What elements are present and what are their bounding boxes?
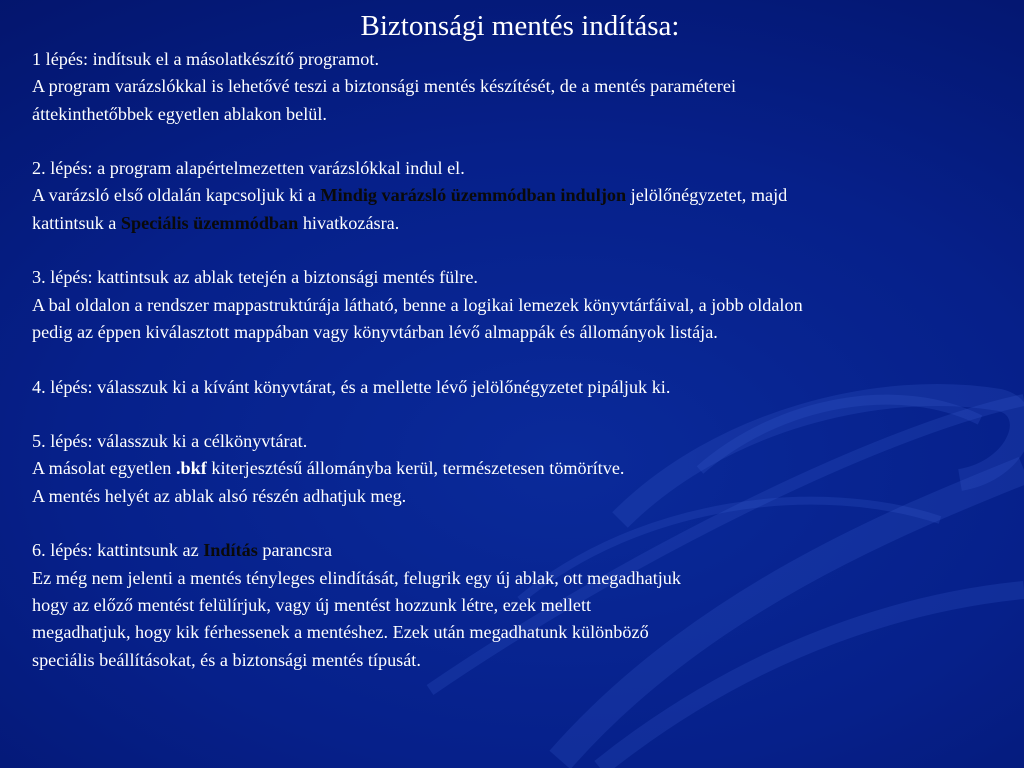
step2-line1-text: A varázsló első oldalán kapcsoljuk ki a	[32, 185, 321, 206]
step3-line2: pedig az éppen kiválasztott mappában vagy könyvtárban lévő almappák és állományok listája.	[32, 321, 718, 342]
step2-line2	[32, 210, 1012, 237]
step2-highlight-advanced-mode: Speciális üzemmódban	[120, 212, 299, 233]
step6-heading	[32, 537, 1012, 564]
step3-heading: 3. lépés: kattintsuk az ablak tetején a biztonsági mentés fülre.	[32, 267, 478, 288]
step5-heading: 5. lépés: válasszuk ki a célkönyvtárat.	[32, 431, 308, 452]
step2-line1-tail: jelölőnégyzetet, majd	[626, 185, 788, 206]
spacer	[32, 510, 1012, 537]
step5-line1	[32, 455, 1012, 482]
step6-heading-text: 6. lépés: kattintsunk az	[32, 540, 204, 561]
step6-line4: speciális beállításokat, és a biztonsági mentés típusát.	[32, 649, 421, 670]
step1-line2: áttekinthetőbbek egyetlen ablakon belül.	[32, 103, 327, 124]
step2-line1	[32, 182, 1012, 209]
step5-bkf-extension: .bkf	[175, 458, 207, 479]
step4-heading: 4. lépés: válasszuk ki a kívánt könyvtárat, és a mellette lévő jelölőnégyzetet pipáljuk ki.	[32, 376, 671, 397]
step5-line1-tail: kiterjesztésű állományba kerül, természetesen tömörítve.	[206, 458, 625, 479]
step5-line2: A mentés helyét az ablak alsó részén adhatjuk meg.	[32, 485, 407, 506]
spacer	[32, 346, 1012, 373]
step6-line3: megadhatjuk, hogy kik férhessenek a mentéshez. Ezek után megadhatunk különböző	[32, 622, 649, 643]
step1-heading: 1 lépés: indítsuk el a másolatkészítő programot.	[32, 49, 380, 69]
step6-highlight-start: Indítás	[203, 540, 258, 561]
step5-line1-text: A másolat egyetlen	[32, 458, 176, 479]
step2-highlight-always-wizard: Mindig varázsló üzemmódban induljon	[320, 185, 627, 206]
step3-line1: A bal oldalon a rendszer mappastruktúrája látható, benne a logikai lemezek könyvtárfáival, a jobb oldalon	[32, 294, 803, 315]
step6-heading-tail: parancsra	[257, 540, 333, 561]
spacer	[32, 128, 1012, 155]
step2-line2-tail: hivatkozásra.	[298, 212, 400, 233]
step6-line2: hogy az előző mentést felülírjuk, vagy új mentést hozzunk létre, ezek mellett	[32, 594, 592, 615]
spacer	[32, 401, 1012, 428]
step2-heading: 2. lépés: a program alapértelmezetten varázslókkal indul el.	[32, 158, 465, 179]
step6-line1: Ez még nem jelenti a mentés tényleges elindítását, felugrik egy új ablak, ott megadhatjuk	[32, 567, 681, 588]
step2-line2-text: kattintsuk a	[32, 212, 121, 233]
step1-line1: A program varázslókkal is lehetővé teszi a biztonsági mentés készítését, de a mentés paraméterei	[32, 76, 736, 97]
slide-body	[32, 46, 1012, 674]
slide-title: Biztonsági mentés indítása:	[360, 10, 680, 42]
spacer	[32, 237, 1012, 264]
